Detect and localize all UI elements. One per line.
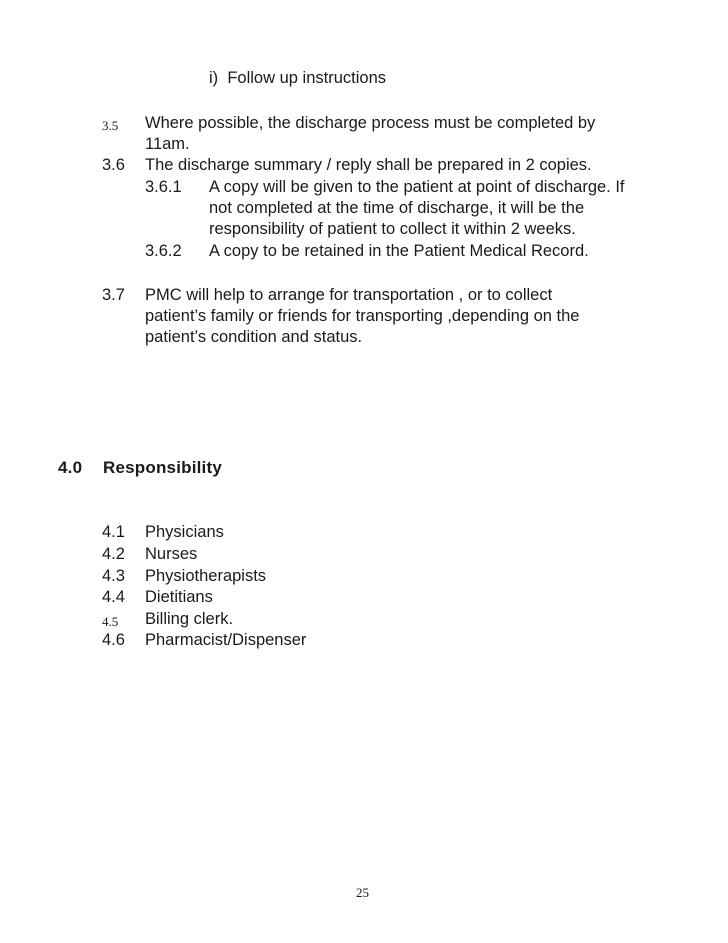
section-text-line-2: 11am. bbox=[145, 135, 190, 153]
section-number: 3.6.2 bbox=[145, 242, 182, 260]
list-marker: i) bbox=[209, 69, 219, 87]
section-text-line-1: A copy will be given to the patient at point of discharge. If bbox=[209, 178, 625, 196]
section-text: The discharge summary / reply shall be prepared in 2 copies. bbox=[145, 156, 592, 174]
section-text-line-2: not completed at the time of discharge, it will be the bbox=[209, 199, 585, 217]
section-text-line-3: responsibility of patient to collect it within 2 weeks. bbox=[209, 220, 576, 238]
heading-number: 4.0 bbox=[58, 458, 83, 477]
list-item-text: Physicians bbox=[145, 523, 224, 541]
list-item-number: 4.1 bbox=[102, 523, 125, 541]
section-number: 3.5 bbox=[102, 118, 119, 133]
list-item-text: Follow up instructions bbox=[227, 69, 386, 87]
section-text-line-2: patient’s family or friends for transporting ,depending on the bbox=[145, 307, 580, 325]
heading-title: Responsibility bbox=[103, 458, 222, 477]
list-item-number: 4.2 bbox=[102, 545, 125, 563]
section-number: 3.6 bbox=[102, 156, 125, 174]
list-item-follow-up bbox=[209, 68, 386, 89]
list-item-text: Pharmacist/Dispenser bbox=[145, 631, 307, 649]
section-text: A copy to be retained in the Patient Medical Record. bbox=[209, 242, 589, 260]
list-item-text: Physiotherapists bbox=[145, 567, 267, 585]
list-item-text: Dietitians bbox=[145, 588, 213, 606]
list-item-number: 4.6 bbox=[102, 631, 125, 649]
section-number: 3.7 bbox=[102, 286, 125, 304]
list-item-number: 4.5 bbox=[102, 614, 119, 629]
list-item-number: 4.3 bbox=[102, 567, 125, 585]
section-text-line-1: PMC will help to arrange for transportation , or to collect bbox=[145, 286, 553, 304]
list-item-number: 4.4 bbox=[102, 588, 125, 606]
list-item-text: Nurses bbox=[145, 545, 198, 563]
section-number: 3.6.1 bbox=[145, 178, 182, 196]
list-item-text: Billing clerk. bbox=[145, 610, 234, 628]
section-text-line-1: Where possible, the discharge process must be completed by bbox=[145, 114, 596, 132]
page-number: 25 bbox=[356, 885, 369, 900]
section-text-line-3: patient’s condition and status. bbox=[145, 328, 363, 346]
section-heading-responsibility bbox=[58, 457, 222, 479]
